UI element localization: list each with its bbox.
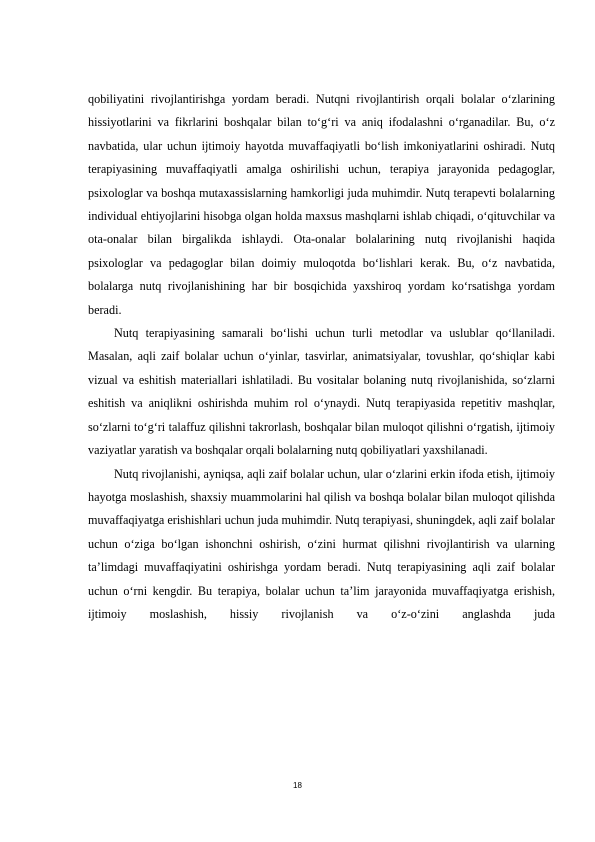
paragraph-continuation: qobiliyatini rivojlantirishga yordam beradi. Nutqni rivojlantirish orqali bolalar o‘zlarining hissiyotlarini va fikrlarini boshqalar bilan to‘g‘ri va aniq ifodalashni o‘rganadilar. Bu, o‘z navbatida, ular uchun ijtimoiy hayotda muvaffaqiyatli bo‘lish imkoniyatlarini oshiradi. Nutq terapiyasining muvaffaqiyatli amalga oshirilishi uchun, terapiya jarayonida pedagoglar, psixologlar va boshqa mutaxassislarning hamkorligi juda muhimdir. Nutq terapevti bolalarning individual ehtiyojlarini hisobga olgan holda maxsus mashqlarni ishlab chiqadi, o‘qituvchilar va ota-onalar bilan birgalikda ishlaydi. Ota-onalar bolalarining nutq rivojlanishi haqida psixologlar va pedagoglar bilan doimiy muloqotda bo‘lishlari kerak. Bu, o‘z navbatida, bolalarga nutq rivojlanishining har bir bosqichida yaxshiroq yordam ko‘rsatishga yordam beradi. bbox=[88, 92, 555, 317]
page-number: 18 bbox=[293, 781, 302, 790]
paragraph-importance: Nutq rivojlanishi, ayniqsa, aqli zaif bolalar uchun, ular o‘zlarini erkin ifoda etish, ijtimoiy hayotga moslashish, shaxsiy muammolarini hal qilish va boshqa bolalar bilan muloqot qilishda muvaffaqiyatga erishishlari uchun juda muhimdir. Nutq terapiyasi, shuningdek, aqli zaif bolalar uchun o‘ziga bo‘lgan ishonchni oshirish, o‘zini hurmat qilishni rivojlantirish va ularning ta’limdagi muvaffaqiyatini oshirishga yordam beradi. Nutq terapiyasining aqli zaif bolalar uchun o‘rni kengdir. Bu terapiya, bolalar uchun ta’lim jarayonida muvaffaqiyatga erishish, ijtimoiy moslashish, hissiy rivojlanish va o‘z-o‘zini anglashda juda bbox=[88, 466, 555, 621]
page-body bbox=[88, 88, 555, 626]
paragraph-methods: Nutq terapiyasining samarali bo‘lishi uchun turli metodlar va uslublar qo‘llaniladi. Masalan, aqli zaif bolalar uchun o‘yinlar, tasvirlar, animatsiyalar, tovushlar, qo‘shiqlar kabi vizual va eshitish materiallari ishlatiladi. Bu vositalar bolaning nutq rivojlanishida, so‘zlarni eshitish va aniqlikni oshirishda muhim rol o‘ynaydi. Nutq terapiyasida repetitiv mashqlar, so‘zlarni to‘g‘ri talaffuz qilishni takrorlash, boshqalar bilan muloqot qilishni o‘rgatish, ijtimoiy vaziyatlar yaratish va boshqalar orqali bolalarning nutq qobiliyatlari yaxshilanadi. bbox=[88, 326, 555, 458]
